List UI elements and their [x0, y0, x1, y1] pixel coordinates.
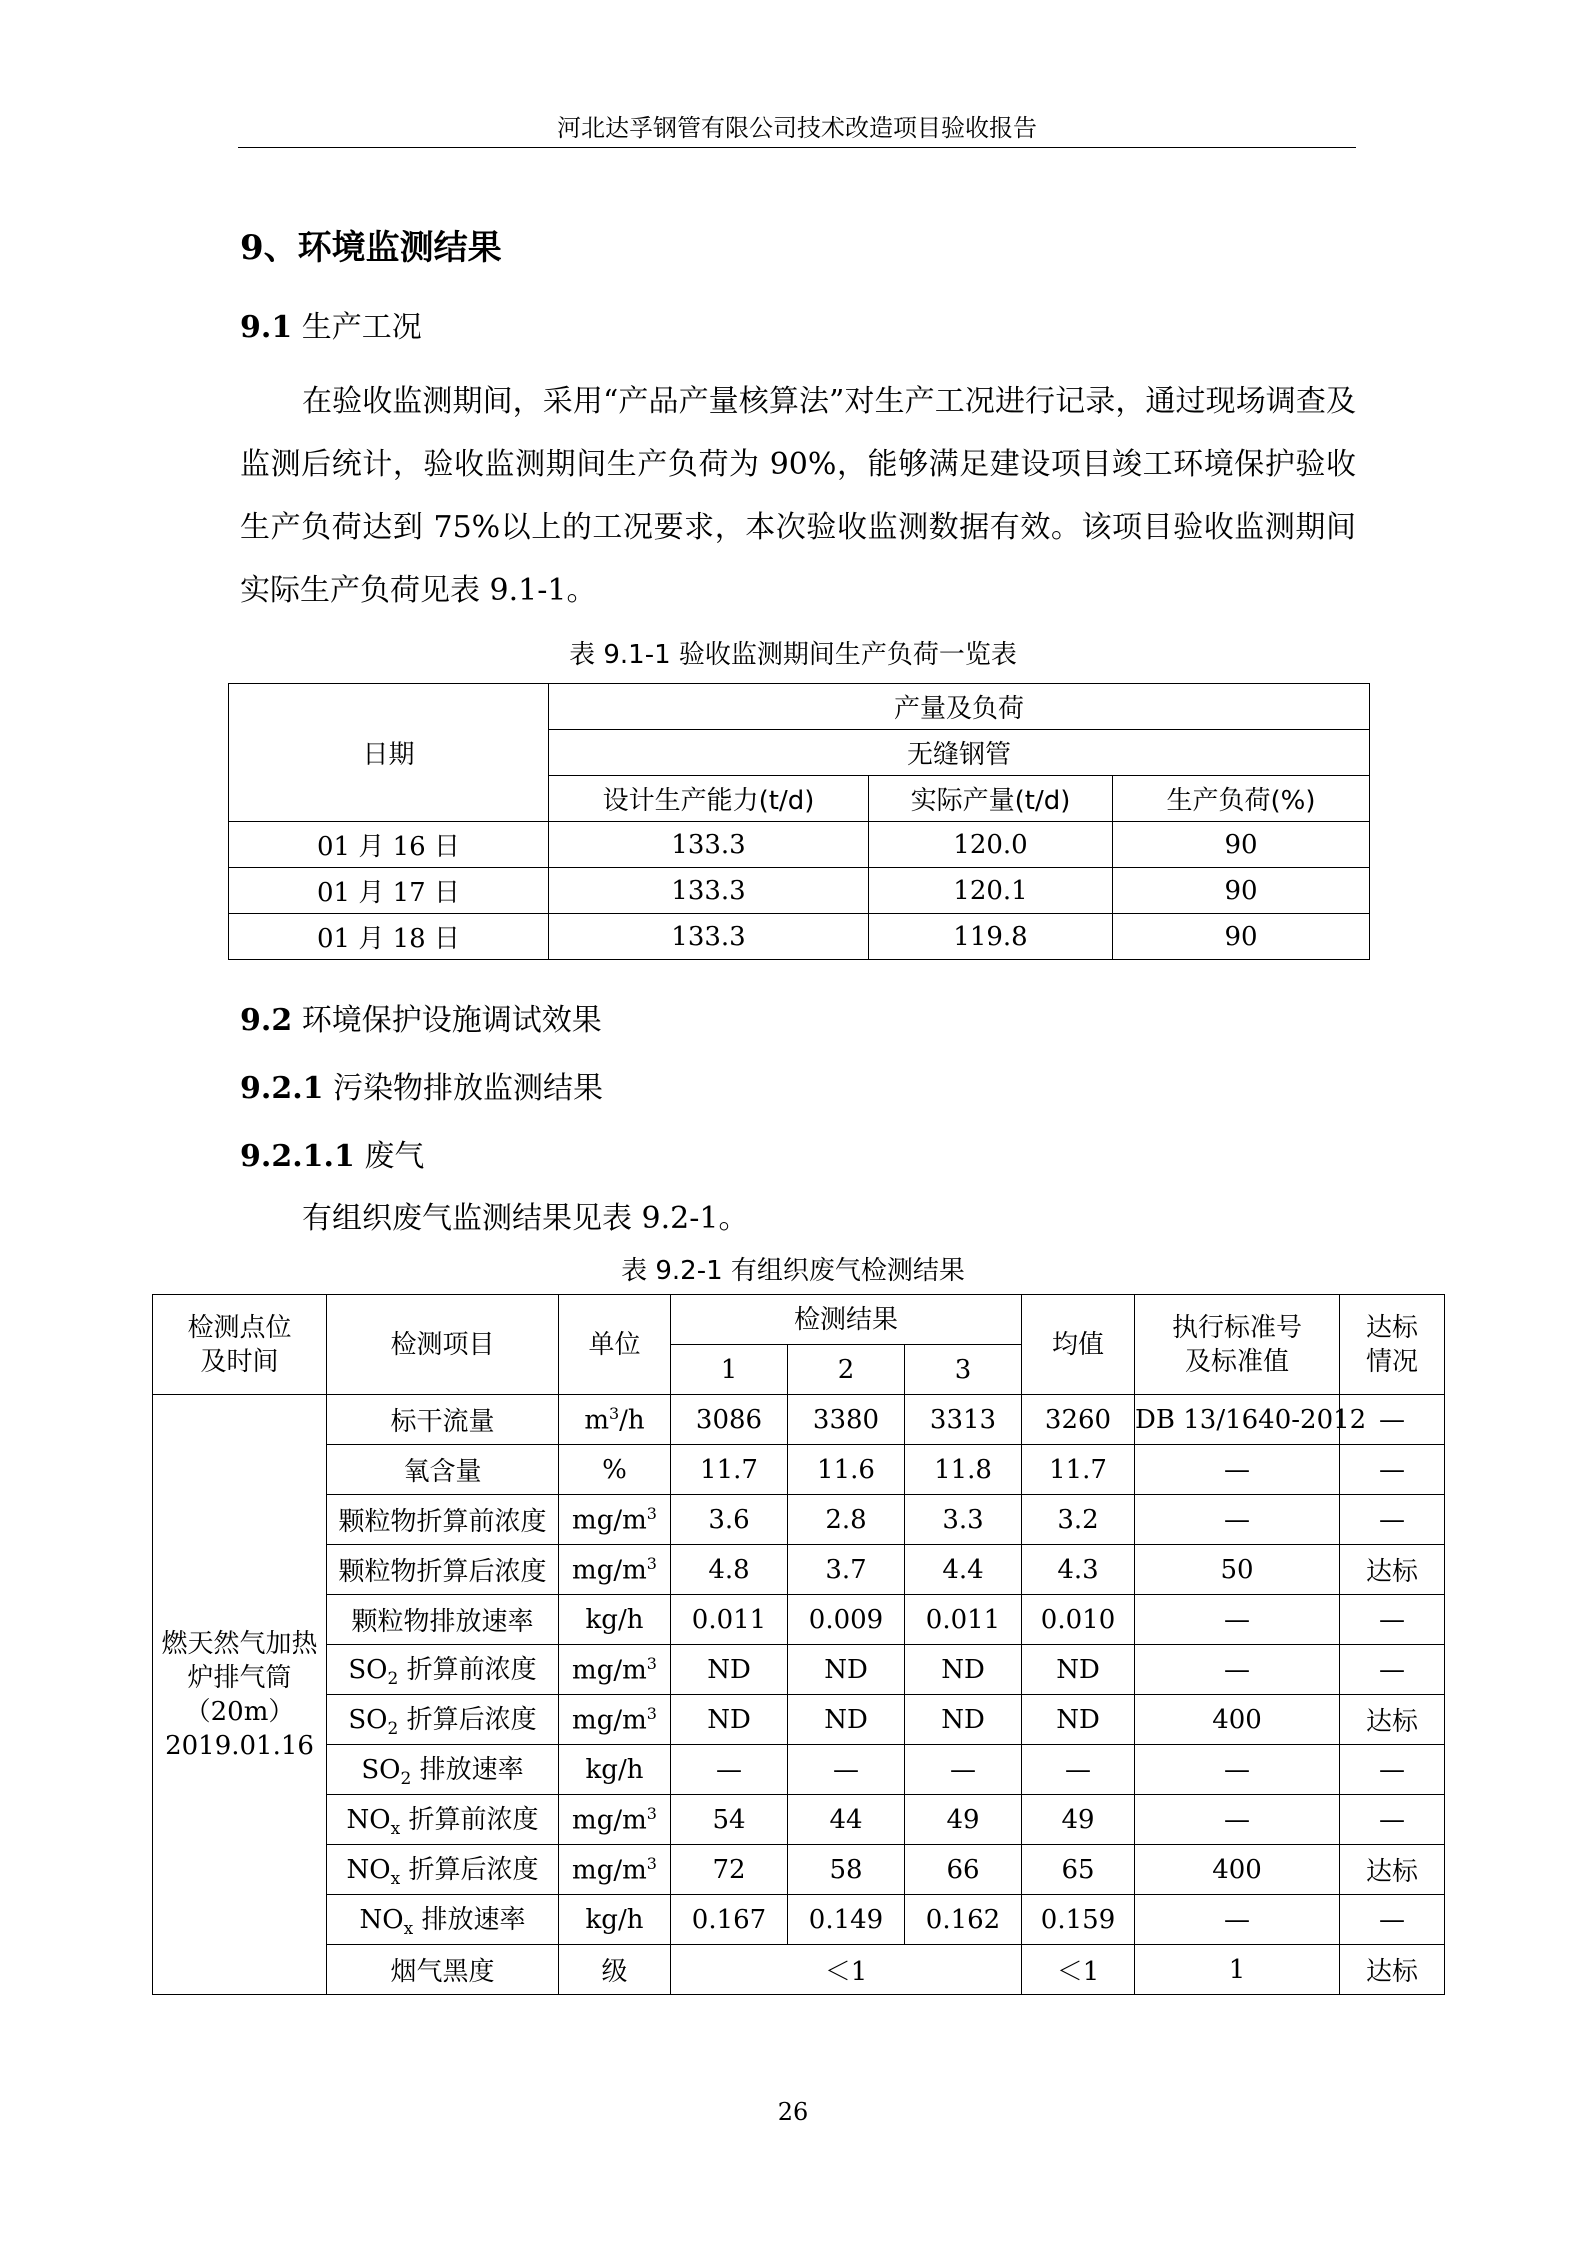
- cell-r2: 3380: [788, 1395, 905, 1445]
- cell-mean: 3260: [1022, 1395, 1135, 1445]
- cell-item: 颗粒物排放速率: [327, 1595, 559, 1645]
- unit-tail: /h: [619, 1405, 645, 1436]
- heading-number: 9.2.1: [240, 1071, 324, 1106]
- production-load-table: [228, 683, 1370, 960]
- cell-item: [327, 1745, 559, 1795]
- table-row: [153, 1695, 1445, 1745]
- header-rule: [238, 147, 1356, 148]
- col-header-r1: 1: [671, 1345, 788, 1395]
- col-header-date: 日期: [229, 684, 549, 822]
- col-header-location: [153, 1295, 327, 1395]
- unit-base: mg/m: [572, 1805, 647, 1836]
- table-row: [153, 1495, 1445, 1545]
- cell-compliance: —: [1340, 1495, 1445, 1545]
- unit-base: mg/m: [572, 1655, 647, 1686]
- cell-mean: ND: [1022, 1645, 1135, 1695]
- cell-r1: 0.011: [671, 1595, 788, 1645]
- cell-standard: —: [1135, 1795, 1340, 1845]
- table-row: [153, 1645, 1445, 1695]
- cell-unit: [559, 1645, 671, 1695]
- cell-mean: ＜1: [1022, 1945, 1135, 1995]
- subgroup-header: 无缝钢管: [549, 730, 1370, 776]
- cell-r3: 11.8: [905, 1445, 1022, 1495]
- table-row: [153, 1445, 1445, 1495]
- table-row: [153, 1845, 1445, 1895]
- item-prefix: SO: [348, 1655, 388, 1686]
- table-row: [229, 914, 1370, 960]
- cell-unit: 级: [559, 1945, 671, 1995]
- cell-mean: ND: [1022, 1695, 1135, 1745]
- item-subscript: 2: [387, 1719, 399, 1740]
- cell-r2: 2.8: [788, 1495, 905, 1545]
- table-9-2-caption: 表 9.2-1 有组织废气检测结果: [621, 1256, 965, 1286]
- cell-r2: 0.149: [788, 1895, 905, 1945]
- unit-base: mg/m: [572, 1505, 647, 1536]
- cell-compliance: 达标: [1340, 1545, 1445, 1595]
- cell-load: 90: [1113, 822, 1370, 868]
- unit-base: m: [584, 1405, 609, 1436]
- cell-r2: 44: [788, 1795, 905, 1845]
- table-row: [153, 1395, 1445, 1445]
- cell-r1: 3.6: [671, 1495, 788, 1545]
- cell-mean: 3.2: [1022, 1495, 1135, 1545]
- item-prefix: SO: [348, 1705, 388, 1736]
- cell-r1: 72: [671, 1845, 788, 1895]
- table-9-1-caption: 表 9.1-1 验收监测期间生产负荷一览表: [569, 640, 1017, 670]
- col-header-r2: 2: [788, 1345, 905, 1395]
- cell-item: 氧含量: [327, 1445, 559, 1495]
- table-row: [153, 1745, 1445, 1795]
- item-subscript: x: [390, 1819, 401, 1840]
- cell-compliance: 达标: [1340, 1945, 1445, 1995]
- cell-compliance: —: [1340, 1445, 1445, 1495]
- table-row: [229, 868, 1370, 914]
- cell-compliance: —: [1340, 1395, 1445, 1445]
- cell-r3: —: [905, 1745, 1022, 1795]
- cell-unit: [559, 1395, 671, 1445]
- cell-location-text: 燃天然气加热 炉排气筒 （20m） 2019.01.16: [161, 1628, 318, 1761]
- heading-text: 生产工况: [292, 310, 422, 345]
- cell-compliance: —: [1340, 1745, 1445, 1795]
- unit-superscript: 3: [646, 1553, 657, 1573]
- page-number: 26: [777, 2098, 809, 2126]
- table-row: [153, 1945, 1445, 1995]
- cell-unit: [559, 1895, 671, 1945]
- cell-r1: 11.7: [671, 1445, 788, 1495]
- cell-standard: —: [1135, 1495, 1340, 1545]
- cell-compliance: 达标: [1340, 1845, 1445, 1895]
- item-text: 排放速率: [413, 1905, 526, 1936]
- cell-load: 90: [1113, 914, 1370, 960]
- cell-r1: 0.167: [671, 1895, 788, 1945]
- cell-unit: [559, 1845, 671, 1895]
- unit-superscript: 3: [646, 1853, 657, 1873]
- cell-unit: [559, 1595, 671, 1645]
- col-header-r3: 3: [905, 1345, 1022, 1395]
- cell-r3: ND: [905, 1645, 1022, 1695]
- cell-standard: —: [1135, 1745, 1340, 1795]
- cell-r1: ND: [671, 1695, 788, 1745]
- cell-standard: DB 13/1640-2012: [1135, 1395, 1340, 1445]
- heading-number: 9.1: [240, 310, 293, 345]
- cell-item: 颗粒物折算前浓度: [327, 1495, 559, 1545]
- cell-compliance: —: [1340, 1895, 1445, 1945]
- heading-number: 9.2.1.1: [240, 1139, 355, 1174]
- cell-capacity: 133.3: [549, 914, 869, 960]
- col-header-compliance-text: 达标 情况: [1366, 1312, 1419, 1377]
- item-subscript: x: [403, 1919, 414, 1940]
- col-header-load: 生产负荷(%): [1113, 776, 1370, 822]
- col-header-capacity: 设计生产能力(t/d): [549, 776, 869, 822]
- cell-standard: 50: [1135, 1545, 1340, 1595]
- item-text: 折算后浓度: [398, 1705, 537, 1736]
- unit-base: kg/h: [585, 1904, 644, 1935]
- cell-r2: 0.009: [788, 1595, 905, 1645]
- cell-item: [327, 1895, 559, 1945]
- cell-r3: 3313: [905, 1395, 1022, 1445]
- unit-base: kg/h: [585, 1754, 644, 1785]
- section-heading-9: 9、环境监测结果: [240, 228, 502, 268]
- cell-mean: 11.7: [1022, 1445, 1135, 1495]
- col-header-output: 实际产量(t/d): [869, 776, 1113, 822]
- unit-superscript: 3: [646, 1803, 657, 1823]
- item-subscript: 2: [387, 1669, 399, 1690]
- cell-output: 119.8: [869, 914, 1113, 960]
- cell-standard: 1: [1135, 1945, 1340, 1995]
- cell-unit: [559, 1495, 671, 1545]
- cell-r2: 11.6: [788, 1445, 905, 1495]
- cell-compliance: —: [1340, 1645, 1445, 1695]
- cell-standard: —: [1135, 1645, 1340, 1695]
- table-row: [153, 1595, 1445, 1645]
- page-header: 河北达孚钢管有限公司技术改造项目验收报告: [557, 114, 1037, 142]
- section-heading-9-2-1-1: [240, 1131, 424, 1175]
- cell-r1: 4.8: [671, 1545, 788, 1595]
- cell-standard: 400: [1135, 1695, 1340, 1745]
- item-prefix: NO: [346, 1805, 391, 1836]
- unit-superscript: 3: [608, 1403, 620, 1423]
- cell-r3: 0.162: [905, 1895, 1022, 1945]
- cell-mean: 0.010: [1022, 1595, 1135, 1645]
- cell-location: [153, 1395, 327, 1995]
- unit-base: mg/m: [572, 1705, 647, 1736]
- unit-superscript: 3: [646, 1503, 657, 1523]
- cell-r1: 54: [671, 1795, 788, 1845]
- paragraph-9-2: 有组织废气监测结果见表 9.2-1。: [302, 1201, 749, 1236]
- heading-text: 废气: [354, 1139, 425, 1174]
- cell-compliance: —: [1340, 1795, 1445, 1845]
- col-header-location-text: 检测点位 及时间: [187, 1312, 292, 1377]
- unit-base: %: [602, 1454, 627, 1485]
- cell-mean: 0.159: [1022, 1895, 1135, 1945]
- cell-item: 烟气黑度: [327, 1945, 559, 1995]
- cell-r1: —: [671, 1745, 788, 1795]
- section-heading-9-2: [240, 995, 602, 1039]
- cell-standard: —: [1135, 1445, 1340, 1495]
- table-row: [153, 1895, 1445, 1945]
- cell-unit: [559, 1695, 671, 1745]
- cell-r1: ND: [671, 1645, 788, 1695]
- heading-text: 污染物排放监测结果: [323, 1071, 604, 1106]
- cell-r3: 0.011: [905, 1595, 1022, 1645]
- cell-item: [327, 1695, 559, 1745]
- cell-mean: 65: [1022, 1845, 1135, 1895]
- item-text: 折算前浓度: [398, 1655, 537, 1686]
- cell-item: 标干流量: [327, 1395, 559, 1445]
- col-header-unit: 单位: [559, 1295, 671, 1395]
- unit-superscript: 3: [646, 1703, 657, 1723]
- unit-base: mg/m: [572, 1555, 647, 1586]
- cell-mean: —: [1022, 1745, 1135, 1795]
- cell-standard: —: [1135, 1895, 1340, 1945]
- cell-unit: [559, 1545, 671, 1595]
- cell-mean: 4.3: [1022, 1545, 1135, 1595]
- section-heading-9-1: [240, 302, 422, 346]
- cell-date: 01 月 16 日: [229, 822, 549, 868]
- item-text: 排放速率: [411, 1755, 524, 1786]
- cell-r3: 49: [905, 1795, 1022, 1845]
- cell-r2: 58: [788, 1845, 905, 1895]
- unit-base: kg/h: [585, 1604, 644, 1635]
- col-header-mean: 均值: [1022, 1295, 1135, 1395]
- cell-compliance: 达标: [1340, 1695, 1445, 1745]
- cell-r2: ND: [788, 1695, 905, 1745]
- cell-r3: 66: [905, 1845, 1022, 1895]
- cell-capacity: 133.3: [549, 822, 869, 868]
- cell-r2: 3.7: [788, 1545, 905, 1595]
- unit-superscript: 3: [646, 1653, 657, 1673]
- item-subscript: x: [390, 1869, 401, 1890]
- paragraph-9-1: 在验收监测期间，采用“产品产量核算法”对生产工况进行记录，通过现场调查及监测后统计，验收监测期间生产负荷为 90%，能够满足建设项目竣工环境保护验收生产负荷达到 75%以上的工况要求，本次验收监测数据有效。该项目验收监测期间实际生产负荷见表 9.1-1。: [240, 384, 1356, 608]
- cell-unit: [559, 1745, 671, 1795]
- cell-item: [327, 1845, 559, 1895]
- cell-r3: 3.3: [905, 1495, 1022, 1545]
- cell-standard: 400: [1135, 1845, 1340, 1895]
- cell-capacity: 133.3: [549, 868, 869, 914]
- cell-r2: ND: [788, 1645, 905, 1695]
- cell-mean: 49: [1022, 1795, 1135, 1845]
- cell-results: ＜1: [671, 1945, 1022, 1995]
- table-row: [229, 822, 1370, 868]
- col-header-item: 检测项目: [327, 1295, 559, 1395]
- item-text: 折算前浓度: [400, 1805, 539, 1836]
- item-text: 折算后浓度: [400, 1855, 539, 1886]
- cell-item: [327, 1795, 559, 1845]
- item-prefix: SO: [361, 1755, 401, 1786]
- cell-r1: 3086: [671, 1395, 788, 1445]
- cell-unit: [559, 1445, 671, 1495]
- heading-text: 环境保护设施调试效果: [292, 1003, 602, 1038]
- cell-output: 120.1: [869, 868, 1113, 914]
- cell-standard: —: [1135, 1595, 1340, 1645]
- cell-unit: [559, 1795, 671, 1845]
- cell-output: 120.0: [869, 822, 1113, 868]
- section-heading-9-2-1: [240, 1063, 603, 1107]
- col-header-results: 检测结果: [671, 1295, 1022, 1345]
- cell-r3: 4.4: [905, 1545, 1022, 1595]
- group-header: 产量及负荷: [549, 684, 1370, 730]
- heading-number: 9.2: [240, 1003, 293, 1038]
- cell-date: 01 月 17 日: [229, 868, 549, 914]
- cell-item: [327, 1645, 559, 1695]
- cell-date: 01 月 18 日: [229, 914, 549, 960]
- unit-base: mg/m: [572, 1855, 647, 1886]
- cell-r3: ND: [905, 1695, 1022, 1745]
- cell-compliance: —: [1340, 1595, 1445, 1645]
- cell-r2: —: [788, 1745, 905, 1795]
- item-subscript: 2: [400, 1769, 412, 1790]
- cell-load: 90: [1113, 868, 1370, 914]
- col-header-standard-text: 执行标准号 及标准值: [1172, 1312, 1303, 1377]
- item-prefix: NO: [359, 1905, 404, 1936]
- cell-item: 颗粒物折算后浓度: [327, 1545, 559, 1595]
- col-header-standard: [1135, 1295, 1340, 1395]
- table-row: [153, 1795, 1445, 1845]
- emission-results-table: [152, 1294, 1445, 1995]
- col-header-compliance: [1340, 1295, 1445, 1395]
- table-row: [153, 1545, 1445, 1595]
- item-prefix: NO: [346, 1855, 391, 1886]
